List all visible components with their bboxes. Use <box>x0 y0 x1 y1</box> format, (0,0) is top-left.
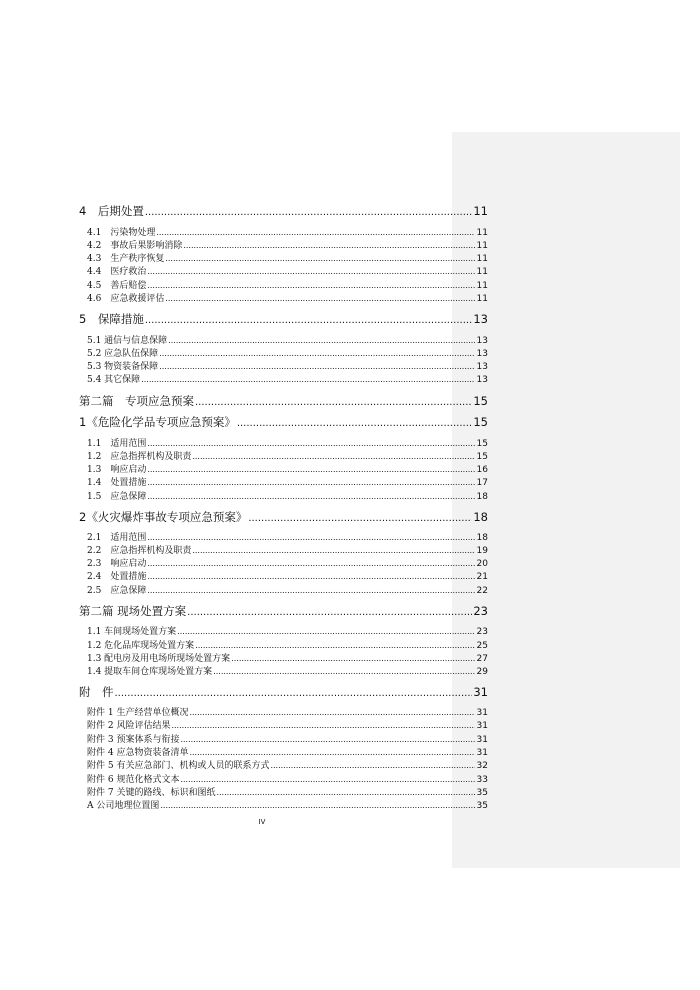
toc-entry-label: 附件 3 预案体系与衔接 <box>87 735 180 745</box>
toc-entry-label: 1《危险化学品专项应急预案》 <box>79 415 236 429</box>
toc-entry-label: 附件 7 关键的路线、标识和图纸 <box>87 788 216 798</box>
toc-entry-label: 2《火灾爆炸事故专项应急预案》 <box>79 510 248 524</box>
toc-entry-page: 20 <box>476 559 488 569</box>
toc-section-entry[interactable] <box>79 664 488 677</box>
toc-entry-label: 1.2 应急指挥机构及职责 <box>87 452 192 462</box>
toc-section-entry[interactable] <box>79 530 488 543</box>
toc-entry-label: 1.2 危化品库现场处置方案 <box>87 641 195 651</box>
toc-section-entry[interactable] <box>79 449 488 462</box>
toc-entry-page: 15 <box>476 452 488 462</box>
toc-entry-page: 19 <box>476 546 488 556</box>
toc-entry-label: 2.4 处置措施 <box>87 572 147 582</box>
toc-leader-dots <box>270 761 475 770</box>
toc-leader-dots <box>195 397 472 408</box>
toc-section-entry[interactable] <box>79 758 488 771</box>
toc-section-entry[interactable] <box>79 543 488 556</box>
toc-entry-label: 附件 4 应急物资装备清单 <box>87 748 189 758</box>
toc-section-entry[interactable] <box>79 225 488 238</box>
toc-entry-page: 31 <box>476 748 488 758</box>
toc-entry-page: 23 <box>476 627 488 637</box>
toc-section-entry[interactable] <box>79 264 488 277</box>
toc-leader-dots <box>115 688 473 699</box>
toc-entry-label: 附件 2 风险评估结果 <box>87 721 171 731</box>
toc-section-entry[interactable] <box>79 583 488 596</box>
toc-entry-page: 13 <box>476 336 488 346</box>
toc-entry-label: 4 后期处置 <box>79 204 144 218</box>
toc-entry-label: 附件 5 有关应急部门、机构或人员的联系方式 <box>87 761 270 771</box>
toc-entry-page: 31 <box>476 708 488 718</box>
toc-entry-page: 13 <box>476 349 488 359</box>
page-number: IV <box>258 818 266 826</box>
toc-entry-label: 第二篇 专项应急预案 <box>79 394 194 408</box>
toc-entry-label: 5.1 通信与信息保障 <box>87 336 168 346</box>
toc-entry-label: 4.6 应急救援评估 <box>87 294 165 304</box>
toc-entry-label: 5.2 应急队伍保障 <box>87 349 159 359</box>
toc-entry-label: 2.5 应急保障 <box>87 586 147 596</box>
toc-section-entry[interactable] <box>79 785 488 798</box>
toc-leader-dots <box>213 667 475 676</box>
toc-leader-dots <box>248 513 472 524</box>
toc-leader-dots <box>160 801 475 810</box>
toc-section-entry[interactable] <box>79 346 488 359</box>
toc-entry-page: 16 <box>476 465 488 475</box>
toc-leader-dots <box>189 748 475 757</box>
toc-section-entry[interactable] <box>79 772 488 785</box>
toc-entry-page: 11 <box>476 228 488 238</box>
toc-entry-page: 13 <box>476 362 488 372</box>
toc-section-entry[interactable] <box>79 556 488 569</box>
toc-section-entry[interactable] <box>79 745 488 758</box>
toc-entry-page: 17 <box>476 478 488 488</box>
toc-entry-page: 13 <box>473 312 488 326</box>
toc-leader-dots <box>237 418 473 429</box>
toc-leader-dots <box>192 452 475 461</box>
toc-entry-page: 25 <box>476 641 488 651</box>
toc-entry-label: 附件 1 生产经营单位概况 <box>87 708 189 718</box>
toc-entry-page: 15 <box>473 415 488 429</box>
toc-leader-dots <box>192 546 475 555</box>
toc-entry-label: 4.1 污染物处理 <box>87 228 156 238</box>
toc-entry-page: 11 <box>476 267 488 277</box>
toc-leader-dots <box>159 349 475 358</box>
toc-leader-dots <box>195 641 475 650</box>
toc-leader-dots <box>147 478 475 487</box>
toc-leader-dots <box>147 559 475 568</box>
toc-leader-dots <box>165 254 475 263</box>
toc-entry-page: 32 <box>476 761 488 771</box>
toc-entry-label: 1.4 处置措施 <box>87 478 147 488</box>
toc-leader-dots <box>147 465 475 474</box>
toc-entry-label: 附件 6 规范化格式文本 <box>87 775 180 785</box>
toc-entry-page: 11 <box>476 241 488 251</box>
toc-leader-dots <box>147 281 475 290</box>
toc-entry-label: 1.1 适用范围 <box>87 439 147 449</box>
toc-section-entry[interactable] <box>79 798 488 811</box>
toc-leader-dots <box>145 315 473 326</box>
toc-chapter-entry[interactable] <box>79 509 488 525</box>
toc-chapter-entry[interactable] <box>79 393 488 409</box>
toc-entry-page: 11 <box>476 281 488 291</box>
toc-section-entry[interactable] <box>79 624 488 637</box>
toc-section-entry[interactable] <box>79 462 488 475</box>
toc-leader-dots <box>171 721 475 730</box>
toc-section-entry[interactable] <box>79 718 488 731</box>
toc-section-entry[interactable] <box>79 475 488 488</box>
toc-section-entry[interactable] <box>79 238 488 251</box>
toc-entry-page: 35 <box>476 788 488 798</box>
toc-entry-label: 4.3 生产秩序恢复 <box>87 254 165 264</box>
toc-entry-label: 附 件 <box>79 685 114 699</box>
toc-leader-dots <box>156 228 475 237</box>
toc-entry-label: 1.3 响应启动 <box>87 465 147 475</box>
toc-entry-page: 18 <box>473 510 488 524</box>
toc-entry-page: 11 <box>473 204 488 218</box>
toc-leader-dots <box>180 775 475 784</box>
toc-entry-page: 31 <box>476 721 488 731</box>
toc-section-entry[interactable] <box>79 705 488 718</box>
toc-entry-page: 27 <box>476 654 488 664</box>
toc-leader-dots <box>147 492 475 501</box>
toc-entry-label: 4.5 善后赔偿 <box>87 281 147 291</box>
toc-entry-page: 15 <box>473 394 488 408</box>
toc-entry-page: 31 <box>473 685 488 699</box>
toc-entry-label: 1.3 配电房及用电场所现场处置方案 <box>87 654 231 664</box>
toc-entry-page: 35 <box>476 801 488 811</box>
toc-entry-label: A 公司地理位置图 <box>87 801 160 811</box>
toc-entry-label: 5.4 其它保障 <box>87 375 141 385</box>
toc-leader-dots <box>147 572 475 581</box>
toc-entry-label: 5.3 物资装备保障 <box>87 362 159 372</box>
toc-chapter-entry[interactable] <box>79 684 488 700</box>
toc-leader-dots <box>168 336 475 345</box>
toc-section-entry[interactable] <box>79 569 488 582</box>
toc-entry-page: 31 <box>476 735 488 745</box>
toc-leader-dots <box>165 294 475 303</box>
toc-entry-label: 第二篇 现场处置方案 <box>79 604 187 618</box>
toc-chapter-entry[interactable] <box>79 603 488 619</box>
toc-entry-page: 18 <box>476 533 488 543</box>
toc-leader-dots <box>180 735 475 744</box>
toc-entry-label: 4.4 医疗救治 <box>87 267 147 277</box>
toc-section-entry[interactable] <box>79 489 488 502</box>
toc-section-entry[interactable] <box>79 291 488 304</box>
toc-section-entry[interactable] <box>79 638 488 651</box>
toc-entry-page: 33 <box>476 775 488 785</box>
toc-entry-label: 1.4 提取车间仓库现场处置方案 <box>87 667 213 677</box>
toc-leader-dots <box>147 586 475 595</box>
toc-leader-dots <box>189 708 475 717</box>
toc-leader-dots <box>183 241 475 250</box>
toc-entry-page: 29 <box>476 667 488 677</box>
toc-section-entry[interactable] <box>79 333 488 346</box>
toc-leader-dots <box>145 207 473 218</box>
toc-entry-label: 4.2 事故后果影响消除 <box>87 241 183 251</box>
toc-leader-dots <box>216 788 475 797</box>
toc-entry-page: 23 <box>473 604 488 618</box>
toc-entry-label: 1.1 车间现场处置方案 <box>87 627 177 637</box>
toc-entry-label: 1.5 应急保障 <box>87 492 147 502</box>
toc-entry-label: 5 保障措施 <box>79 312 144 326</box>
toc-leader-dots <box>187 607 472 618</box>
toc-section-entry[interactable] <box>79 436 488 449</box>
toc-leader-dots <box>147 533 475 542</box>
toc-section-entry[interactable] <box>79 359 488 372</box>
toc-entry-label: 2.2 应急指挥机构及职责 <box>87 546 192 556</box>
toc-leader-dots <box>177 627 475 636</box>
toc-leader-dots <box>159 362 475 371</box>
toc-entry-page: 13 <box>476 375 488 385</box>
toc-entry-page: 22 <box>476 586 488 596</box>
toc-entry-label: 2.3 响应启动 <box>87 559 147 569</box>
toc-chapter-entry[interactable] <box>79 414 488 430</box>
toc-section-entry[interactable] <box>79 732 488 745</box>
toc-section-entry[interactable] <box>79 278 488 291</box>
toc-entry-page: 21 <box>476 572 488 582</box>
toc-leader-dots <box>147 439 475 448</box>
toc-entry-page: 15 <box>476 439 488 449</box>
toc-entry-page: 11 <box>476 294 488 304</box>
toc-chapter-entry[interactable] <box>79 203 488 219</box>
toc-leader-dots <box>141 375 475 384</box>
toc-chapter-entry[interactable] <box>79 311 488 327</box>
toc-entry-page: 11 <box>476 254 488 264</box>
toc-entry-page: 18 <box>476 492 488 502</box>
toc-section-entry[interactable] <box>79 372 488 385</box>
toc-section-entry[interactable] <box>79 651 488 664</box>
toc-leader-dots <box>147 267 475 276</box>
toc-leader-dots <box>231 654 475 663</box>
toc-entry-label: 2.1 适用范围 <box>87 533 147 543</box>
toc-section-entry[interactable] <box>79 251 488 264</box>
